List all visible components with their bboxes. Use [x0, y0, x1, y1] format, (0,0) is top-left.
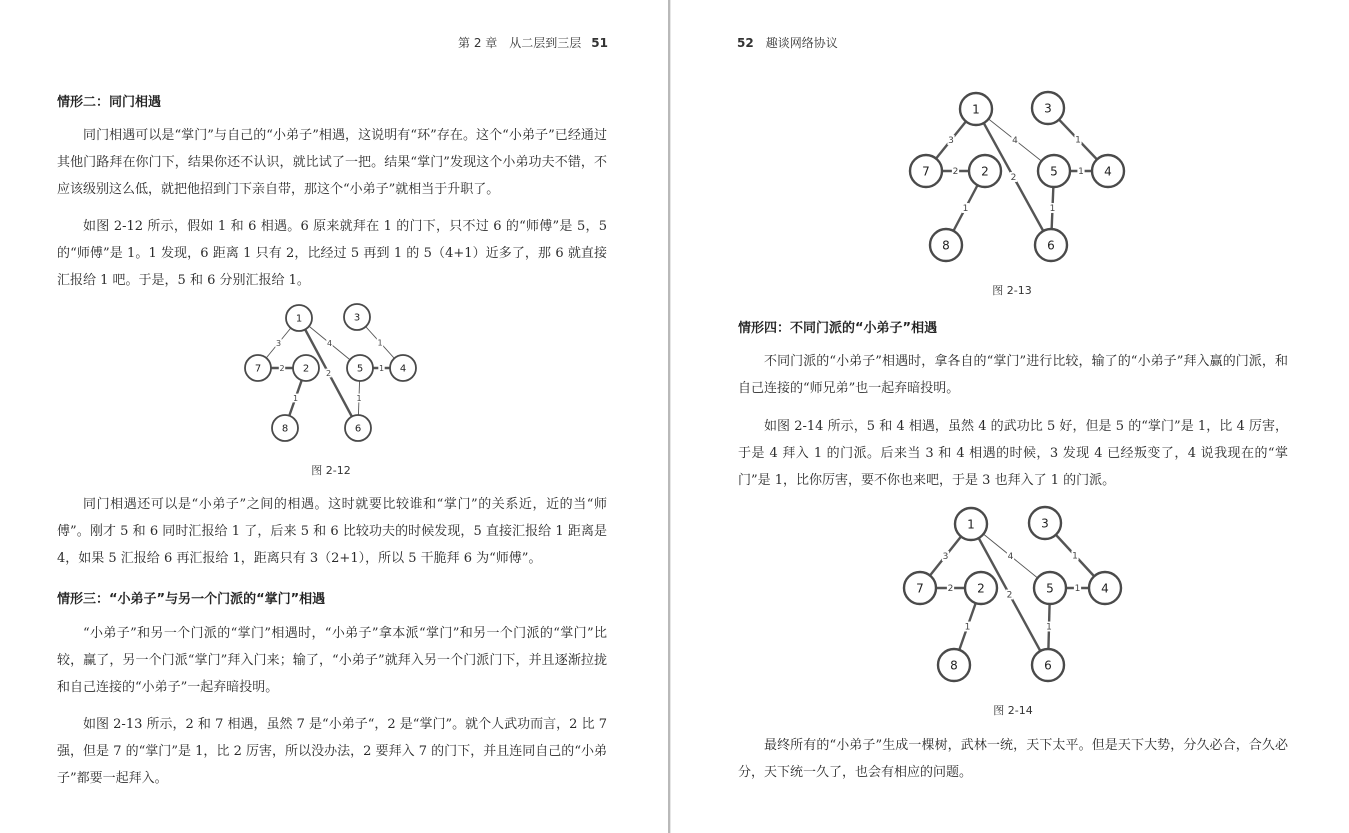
node-label-5: 5 — [356, 363, 364, 375]
node-label-2: 2 — [977, 581, 985, 596]
edge-weight-5-4: 1 — [1078, 167, 1084, 178]
edge-weight-5-6: 1 — [1046, 622, 1052, 633]
edge-weight-5-6: 1 — [1049, 204, 1056, 215]
figure-2-14-caption: 图 2-14 — [993, 704, 1033, 717]
node-label-5: 5 — [1050, 164, 1058, 179]
node-label-6: 6 — [1044, 658, 1052, 673]
edge-weight-1-5: 4 — [1007, 552, 1014, 563]
edge-weight-5-4: 1 — [378, 363, 385, 373]
paragraph-fig-2-12-explain: 如图 2-12 所示，假如 1 和 6 相遇。6 原来就拜在 1 的门下，只不过 6 的“师傅”是 5，5 的“师傅”是 1。1 发现，6 距离 1 只有 2，比经过 5 再到 1 的 5（4+1）近多了，那 6 就直接汇报给 1 吧。于是，5 和 6 分别汇报给 1。 — [57, 219, 607, 288]
paragraph-case2-intro: 同门相遇可以是“掌门”与自己的“小弟子”相遇，这说明有“环”存在。这个“小弟子”已经通过其他门路拜在你门下，结果你还不认识，就比试了一把。结果“掌门”发现这个小弟功夫不错，不应该级别这么低，就把他招到门下亲自带，那这个“小弟子”就相当于升职了。 — [57, 128, 607, 197]
paragraph-case4-intro: 不同门派的“小弟子”相遇时，拿各自的“掌门”进行比较，输了的“小弟子”拜入赢的门派，和自己连接的“师兄弟”也一起弃暗投明。 — [738, 354, 1288, 396]
right-page-header — [737, 34, 838, 51]
edge-weight-1-7: 3 — [275, 338, 282, 348]
node-label-3: 3 — [1044, 101, 1052, 116]
node-label-6: 6 — [354, 423, 362, 435]
node-label-1: 1 — [295, 313, 303, 325]
node-label-1: 1 — [967, 517, 975, 532]
edge-weight-3-4: 1 — [1072, 551, 1078, 562]
node-label-3: 3 — [1041, 516, 1049, 531]
node-label-4: 4 — [1101, 581, 1109, 596]
node-label-7: 7 — [916, 581, 924, 596]
node-label-8: 8 — [281, 423, 289, 435]
chapter-title: 第 2 章 从二层到三层 — [458, 36, 582, 50]
edge-weight-5-4: 1 — [1074, 584, 1081, 595]
paragraph-fig-2-13-explain: 如图 2-13 所示，2 和 7 相遇，虽然 7 是“小弟子“，2 是“掌门”。就个人武功而言，2 比 7 强，但是 7 的“掌门”是 1，比 2 厉害，所以没办法，2 要拜入 7 的门下，并且连同自己的“小弟子”都要一起拜入。 — [57, 717, 607, 786]
node-label-7: 7 — [254, 363, 262, 375]
edge-weight-1-6: 2 — [325, 368, 332, 378]
edge-weight-1-5: 4 — [326, 338, 333, 348]
edge-weight-2-8: 1 — [962, 204, 969, 215]
page-number-52: 52 — [737, 36, 754, 50]
figure-2-12-caption: 图 2-12 — [311, 464, 351, 477]
figure-2-13-caption: 图 2-13 — [992, 284, 1032, 297]
node-label-3: 3 — [353, 312, 361, 324]
node-label-2: 2 — [302, 363, 310, 375]
edge-weight-7-2: 2 — [952, 167, 959, 178]
paragraph-case3-intro: “小弟子”和另一个门派的“掌门”相遇时，“小弟子”拿本派“掌门”和另一个门派的“掌门”比较，赢了，另一个门派“掌门”拜入门来；输了，“小弟子”就拜入另一个门派门下，并且逐渐拉拢和自己连接的“小弟子”一起弃暗投明。 — [57, 626, 607, 695]
node-label-1: 1 — [972, 102, 980, 117]
figure-2-13-graph — [905, 88, 1135, 268]
paragraph-peer-meeting: 同门相遇还可以是“小弟子”之间的相遇。这时就要比较谁和“掌门”的关系近，近的当“师傅”。刚才 5 和 6 同时汇报给 1 了，后来 5 和 6 比较功夫的时候发现，5 直接汇报给 1 距离是 4，如果 5 汇报给 6 再汇报给 1，距离只有 3（2+1），所以 5 干脆拜 6 为“师傅”。 — [57, 497, 607, 566]
paragraph-fig-2-14-explain: 如图 2-14 所示，5 和 4 相遇，虽然 4 的武功比 5 好，但是 5 的“掌门”是 1，比 4 厉害，于是 4 拜入 1 的门派。后来当 3 和 4 相遇的时候，3 发现 4 已经叛变了，4 说我现在的“掌门”是 1，比你厉害，要不你也来吧，于是 3 也拜入了 1 的门派。 — [738, 419, 1288, 488]
heading-case-2: 情形二：同门相遇 — [57, 95, 162, 110]
node-label-4: 4 — [399, 363, 407, 375]
node-label-4: 4 — [1104, 164, 1112, 179]
figure-2-14-graph — [900, 503, 1130, 688]
edge-weight-3-4: 1 — [1075, 135, 1081, 146]
node-label-8: 8 — [942, 238, 950, 253]
edge-weight-1-6: 2 — [1006, 590, 1013, 601]
edge-weight-2-8: 1 — [292, 393, 299, 403]
edge-weight-7-2: 2 — [279, 363, 285, 373]
node-label-8: 8 — [950, 658, 958, 673]
left-page — [0, 0, 668, 833]
node-label-2: 2 — [981, 164, 989, 179]
node-label-5: 5 — [1046, 581, 1054, 596]
edge-weight-3-4: 1 — [377, 338, 383, 348]
left-page-header — [458, 34, 608, 51]
heading-case-4: 情形四：不同门派的“小弟子”相遇 — [738, 321, 938, 336]
edge-weight-1-5: 4 — [1012, 136, 1018, 147]
edge-weight-2-8: 1 — [964, 622, 971, 633]
edge-weight-1-7: 3 — [948, 136, 954, 147]
node-label-7: 7 — [922, 164, 930, 179]
edge-weight-1-6: 2 — [1010, 173, 1017, 184]
figure-2-12-graph — [240, 300, 430, 450]
page-number-51: 51 — [591, 36, 608, 50]
heading-case-3: 情形三：“小弟子”与另一个门派的“掌门”相遇 — [57, 592, 326, 607]
node-label-6: 6 — [1047, 238, 1055, 253]
edge-weight-5-6: 1 — [356, 393, 362, 403]
edge-weight-7-2: 2 — [947, 584, 954, 595]
paragraph-conclusion: 最终所有的“小弟子”生成一棵树，武林一统，天下太平。但是天下大势，分久必合，合久必分，天下统一久了，也会有相应的问题。 — [738, 738, 1288, 780]
book-title: 趣谈网络协议 — [765, 36, 838, 50]
edge-weight-1-7: 3 — [942, 552, 949, 563]
right-page — [671, 0, 1349, 833]
